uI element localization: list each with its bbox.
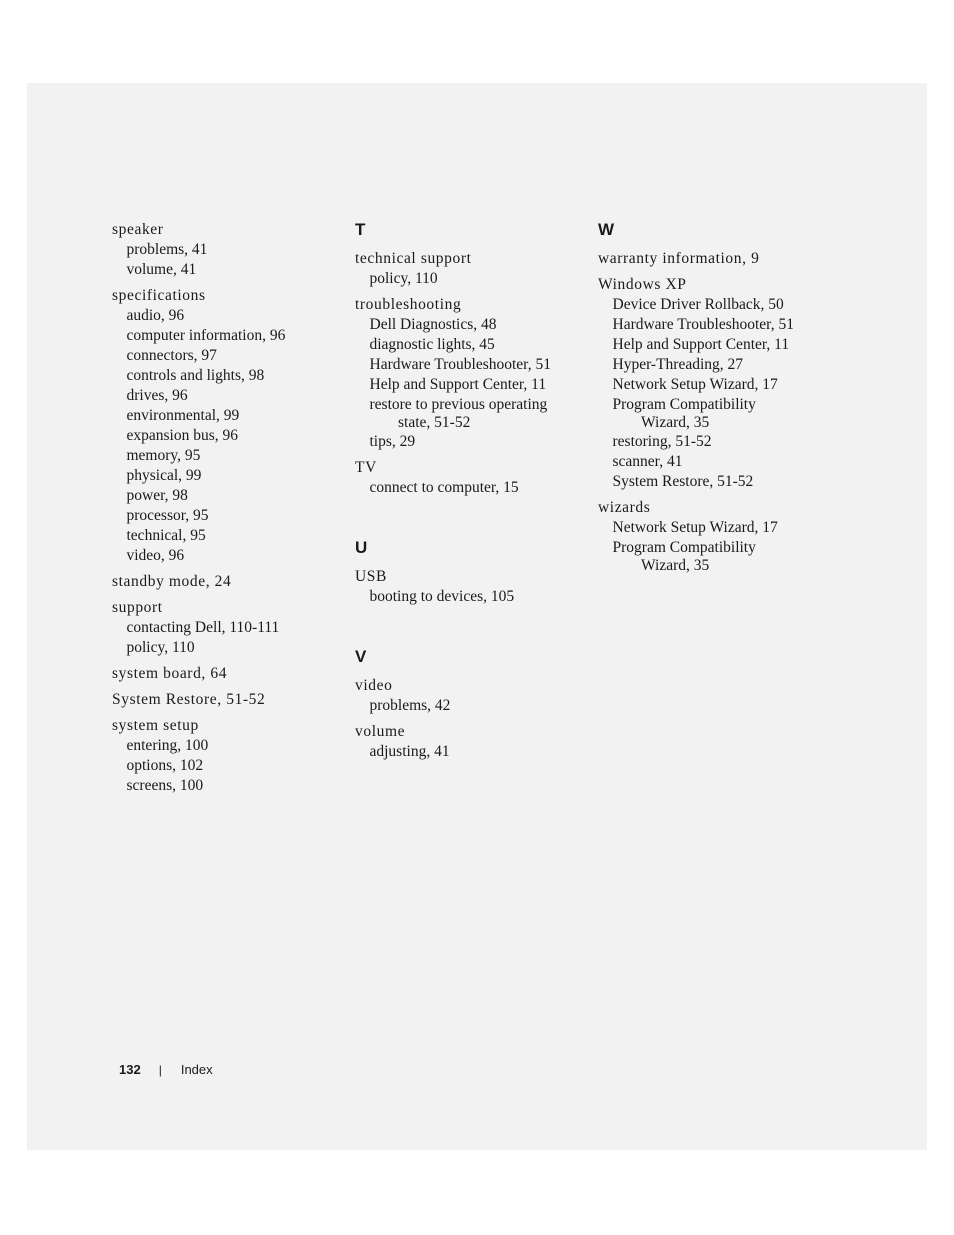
index-subterm-continuation: state, 51-52 <box>398 414 471 431</box>
index-subterm-text: audio, 96 <box>126 307 185 324</box>
index-subterm-text: diagnostic lights, 45 <box>369 336 495 353</box>
index-subterm-text: policy, 110 <box>369 270 438 287</box>
index-subterm-text: screens, 100 <box>126 777 204 794</box>
index-subterm <box>355 395 595 432</box>
index-subterm <box>355 478 595 498</box>
index-subterm-text: Hardware Troubleshooter, 51 <box>369 356 551 373</box>
index-subterm <box>112 486 352 506</box>
index-subterm <box>112 260 352 280</box>
index-term: warranty information, 9 <box>598 250 760 267</box>
index-subterm-text: policy, 110 <box>126 639 195 656</box>
index-subterm <box>598 472 838 492</box>
index-subterm-text: tips, 29 <box>369 433 416 450</box>
index-subterm <box>598 395 838 432</box>
index-subterm-text: power, 98 <box>126 487 188 504</box>
index-entry <box>355 567 595 607</box>
index-subterm <box>598 335 838 355</box>
page-footer <box>119 1062 213 1077</box>
index-subterm <box>355 696 595 716</box>
index-subterm <box>112 756 352 776</box>
index-subterm <box>112 776 352 796</box>
index-subterm <box>112 406 352 426</box>
index-subterm-text: problems, 42 <box>369 697 451 714</box>
index-subterm <box>598 315 838 335</box>
index-subterm <box>112 240 352 260</box>
section-spacer <box>355 504 595 538</box>
index-subterm-text: contacting Dell, 110-111 <box>126 619 280 636</box>
index-subterm <box>112 638 352 658</box>
index-subterm-text: restoring, 51-52 <box>612 433 712 450</box>
index-term: standby mode, 24 <box>112 573 232 590</box>
index-term: Windows XP <box>598 276 687 293</box>
index-subterm <box>112 426 352 446</box>
index-subterm-text: entering, 100 <box>126 737 209 754</box>
index-subterm-text: Dell Diagnostics, 48 <box>369 316 497 333</box>
index-entry <box>598 498 838 575</box>
index-entry <box>112 598 352 658</box>
index-entry <box>355 722 595 762</box>
index-subterm <box>598 452 838 472</box>
index-entry <box>112 664 352 684</box>
index-subterm <box>112 736 352 756</box>
index-subterm-text: System Restore, 51-52 <box>612 473 754 490</box>
index-term: troubleshooting <box>355 296 462 313</box>
index-term: video <box>355 677 393 694</box>
index-subterm <box>355 355 595 375</box>
index-term: TV <box>355 459 377 476</box>
index-subterm <box>598 538 838 575</box>
index-entry <box>112 690 352 710</box>
index-subterm-text: options, 102 <box>126 757 204 774</box>
index-subterm-text: Help and Support Center, 11 <box>369 376 547 393</box>
index-subterm-text: problems, 41 <box>126 241 208 258</box>
index-subterm-text: Device Driver Rollback, 50 <box>612 296 784 313</box>
index-subterm-text: Network Setup Wizard, 17 <box>612 519 778 536</box>
index-subterm <box>112 346 352 366</box>
index-term: technical support <box>355 250 472 267</box>
index-subterm-text: Help and Support Center, 11 <box>612 336 790 353</box>
index-subterm-text: Network Setup Wizard, 17 <box>612 376 778 393</box>
index-entry <box>355 676 595 716</box>
index-subterm <box>355 742 595 762</box>
index-subterm <box>355 375 595 395</box>
section-letter: T <box>355 220 366 239</box>
index-subterm <box>355 269 595 289</box>
index-term: support <box>112 599 163 616</box>
index-subterm <box>112 386 352 406</box>
index-term: USB <box>355 568 387 585</box>
index-subterm <box>112 466 352 486</box>
index-entry <box>598 249 838 269</box>
index-entry <box>355 295 595 452</box>
index-subterm <box>598 375 838 395</box>
index-entry <box>355 249 595 289</box>
section-letter: V <box>355 647 367 666</box>
index-entry <box>112 220 352 280</box>
page-number: 132 <box>119 1062 141 1077</box>
index-term: specifications <box>112 287 206 304</box>
index-subterm-continuation: Wizard, 35 <box>641 557 710 574</box>
index-subterm <box>112 446 352 466</box>
footer-section-title: Index <box>180 1062 213 1077</box>
index-entry <box>355 458 595 498</box>
index-subterm-text: Hyper-Threading, 27 <box>612 356 744 373</box>
index-subterm-text: restore to previous operating <box>369 396 548 413</box>
index-subterm <box>112 546 352 566</box>
index-term: system setup <box>112 717 199 734</box>
index-subterm-text: adjusting, 41 <box>369 743 450 760</box>
index-term: wizards <box>598 499 651 516</box>
index-subterm <box>112 326 352 346</box>
section-letter: W <box>598 220 615 239</box>
index-term: System Restore, 51-52 <box>112 691 266 708</box>
index-subterm <box>598 355 838 375</box>
index-entry <box>112 286 352 566</box>
index-entry <box>112 716 352 796</box>
index-column-3 <box>598 220 838 581</box>
index-subterm <box>598 518 838 538</box>
index-subterm <box>112 526 352 546</box>
index-subterm-text: expansion bus, 96 <box>126 427 239 444</box>
index-subterm-text: video, 96 <box>126 547 185 564</box>
index-subterm <box>355 432 595 452</box>
section-spacer <box>355 613 595 647</box>
index-subterm-text: technical, 95 <box>126 527 206 544</box>
index-subterm <box>112 366 352 386</box>
index-term: speaker <box>112 221 164 238</box>
index-page <box>27 83 927 1150</box>
index-subterm-text: Program Compatibility <box>612 396 756 413</box>
index-subterm-text: scanner, 41 <box>612 453 683 470</box>
index-subterm-text: Hardware Troubleshooter, 51 <box>612 316 794 333</box>
section-letter: U <box>355 538 368 557</box>
index-entry <box>598 275 838 492</box>
index-subterm-text: volume, 41 <box>126 261 197 278</box>
index-subterm-text: processor, 95 <box>126 507 209 524</box>
index-subterm-text: environmental, 99 <box>126 407 240 424</box>
index-column-1 <box>112 220 352 802</box>
index-subterm-text: Program Compatibility <box>612 539 756 556</box>
index-term: system board, 64 <box>112 665 228 682</box>
index-subterm <box>112 506 352 526</box>
index-subterm <box>355 335 595 355</box>
index-subterm-text: physical, 99 <box>126 467 202 484</box>
index-subterm-text: computer information, 96 <box>126 327 286 344</box>
index-subterm <box>355 315 595 335</box>
index-subterm-text: connect to computer, 15 <box>369 479 519 496</box>
index-subterm-text: drives, 96 <box>126 387 188 404</box>
footer-separator: | <box>158 1062 162 1077</box>
index-term: volume <box>355 723 406 740</box>
index-subterm <box>598 432 838 452</box>
index-subterm <box>112 306 352 326</box>
index-subterm-text: controls and lights, 98 <box>126 367 265 384</box>
index-subterm-text: connectors, 97 <box>126 347 217 364</box>
index-subterm-text: memory, 95 <box>126 447 201 464</box>
index-entry <box>112 572 352 592</box>
index-subterm <box>598 295 838 315</box>
index-subterm <box>355 587 595 607</box>
index-subterm-text: booting to devices, 105 <box>369 588 515 605</box>
index-subterm <box>112 618 352 638</box>
index-subterm-continuation: Wizard, 35 <box>641 414 710 431</box>
index-column-2 <box>355 220 595 768</box>
